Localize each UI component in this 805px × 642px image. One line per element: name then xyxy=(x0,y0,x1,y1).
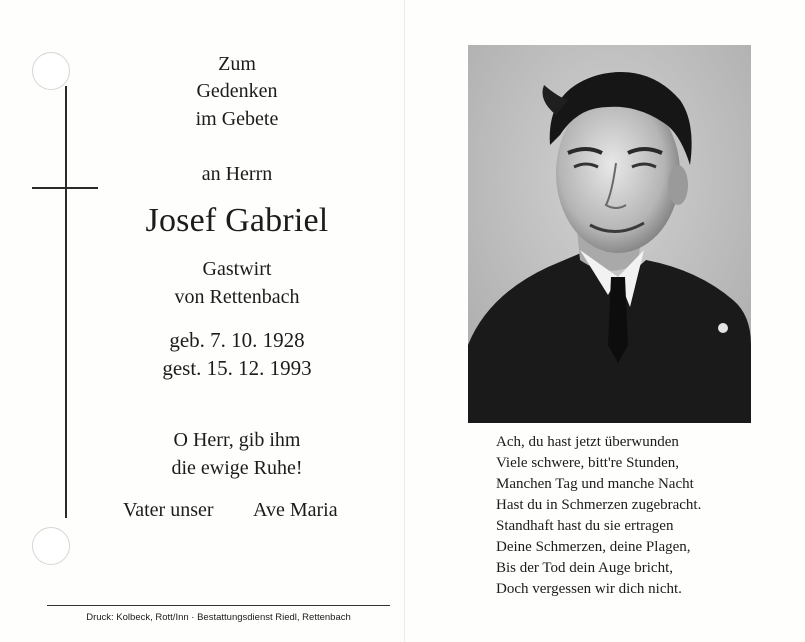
poem-line: Viele schwere, bitt're Stunden, xyxy=(496,455,679,471)
prayer-ave-maria: Ave Maria xyxy=(253,499,338,521)
poem-line: Bis der Tod dein Auge bricht, xyxy=(496,560,673,576)
prayer-vater-unser: Vater unser xyxy=(123,499,214,521)
poem-line: Deine Schmerzen, deine Plagen, xyxy=(496,539,691,555)
punch-hole-bottom-icon xyxy=(32,527,70,565)
poem-line: Doch vergessen wir dich nicht. xyxy=(496,581,682,597)
poem-line: Manchen Tag und manche Nacht xyxy=(496,476,694,492)
memorial-poem xyxy=(496,432,786,600)
cross-vertical-bar xyxy=(65,86,67,518)
intro-line-1: Zum xyxy=(218,53,256,75)
salutation: an Herrn xyxy=(201,163,273,185)
poem-line: Hast du in Schmerzen zugebracht. xyxy=(496,497,702,513)
poem-line: Ach, du hast jetzt überwunden xyxy=(496,434,679,450)
cross-horizontal-bar xyxy=(32,187,98,189)
intro-line-2: Gedenken xyxy=(196,80,278,102)
portrait-photo xyxy=(468,45,751,423)
death-date: gest. 15. 12. 1993 xyxy=(162,356,312,380)
printer-credit: Druck: Kolbeck, Rott/Inn · Bestattungsdienst Riedl, Rettenbach xyxy=(86,612,351,623)
place: von Rettenbach xyxy=(174,286,300,308)
prayer-line-2: die ewige Ruhe! xyxy=(171,457,303,479)
footer-rule xyxy=(47,605,390,606)
occupation: Gastwirt xyxy=(202,258,272,280)
deceased-name: Josef Gabriel xyxy=(145,202,329,239)
birth-date: geb. 7. 10. 1928 xyxy=(169,328,305,352)
punch-hole-top-icon xyxy=(32,52,70,90)
prayer-line-1: O Herr, gib ihm xyxy=(173,429,301,451)
portrait-illustration xyxy=(468,45,751,423)
poem-line: Standhaft hast du sie ertragen xyxy=(496,518,674,534)
intro-line-3: im Gebete xyxy=(195,108,279,130)
fold-line xyxy=(404,0,405,642)
